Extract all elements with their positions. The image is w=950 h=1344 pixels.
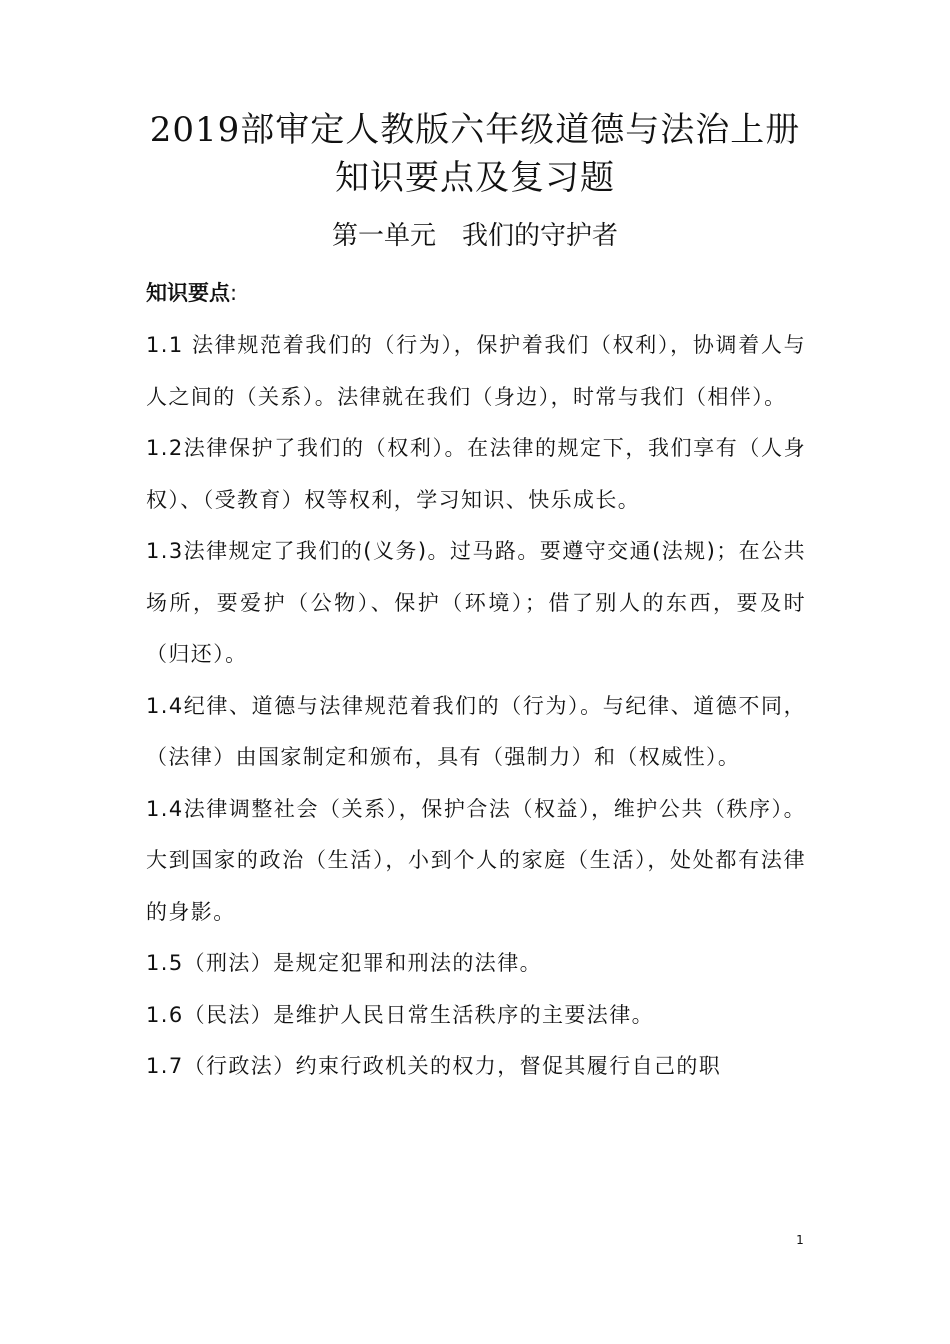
section-heading-text: 知识要点 bbox=[146, 281, 230, 305]
knowledge-point-item: 1.4纪律、道德与法律规范着我们的（行为）。与纪律、道德不同，（法律）由国家制定和颁布，具有（强制力）和（权威性）。 bbox=[146, 693, 806, 769]
section-heading-colon: : bbox=[230, 281, 238, 305]
knowledge-points-list bbox=[146, 320, 806, 1093]
document-title-line-2: 知识要点及复习题 bbox=[335, 158, 615, 198]
page-number: 1 bbox=[796, 1233, 804, 1247]
knowledge-point-item: 1.4法律调整社会（关系），保护合法（权益），维护公共（秩序）。大到国家的政治（生活），小到个人的家庭（生活），处处都有法律的身影。 bbox=[146, 796, 806, 924]
knowledge-point-item: 1.5（刑法）是规定犯罪和刑法的法律。 bbox=[146, 951, 542, 975]
knowledge-point-item: 1.6（民法）是维护人民日常生活秩序的主要法律。 bbox=[146, 1002, 654, 1027]
document-title-line-1: 2019部审定人教版六年级道德与法治上册 bbox=[149, 110, 801, 150]
unit-title: 第一单元 我们的守护者 bbox=[331, 221, 618, 251]
knowledge-point-item: 1.7（行政法）约束行政机关的权力，督促其履行自己的职 bbox=[146, 1054, 722, 1078]
knowledge-point-item: 1.2法律保护了我们的（权利）。在法律的规定下，我们享有（人身权）、（受教育）权等权利，学习知识、快乐成长。 bbox=[146, 436, 806, 512]
knowledge-point-item: 1.3法律规定了我们的(义务)。过马路。要遵守交通(法规)；在公共场所，要爱护（公物）、保护（环境）；借了别人的东西，要及时（归还）。 bbox=[146, 539, 806, 666]
knowledge-point-item: 1.1 法律规范着我们的（行为），保护着我们（权利），协调着人与人之间的（关系）。法律就在我们（身边），时常与我们（相伴）。 bbox=[146, 333, 806, 409]
section-heading bbox=[146, 276, 237, 310]
